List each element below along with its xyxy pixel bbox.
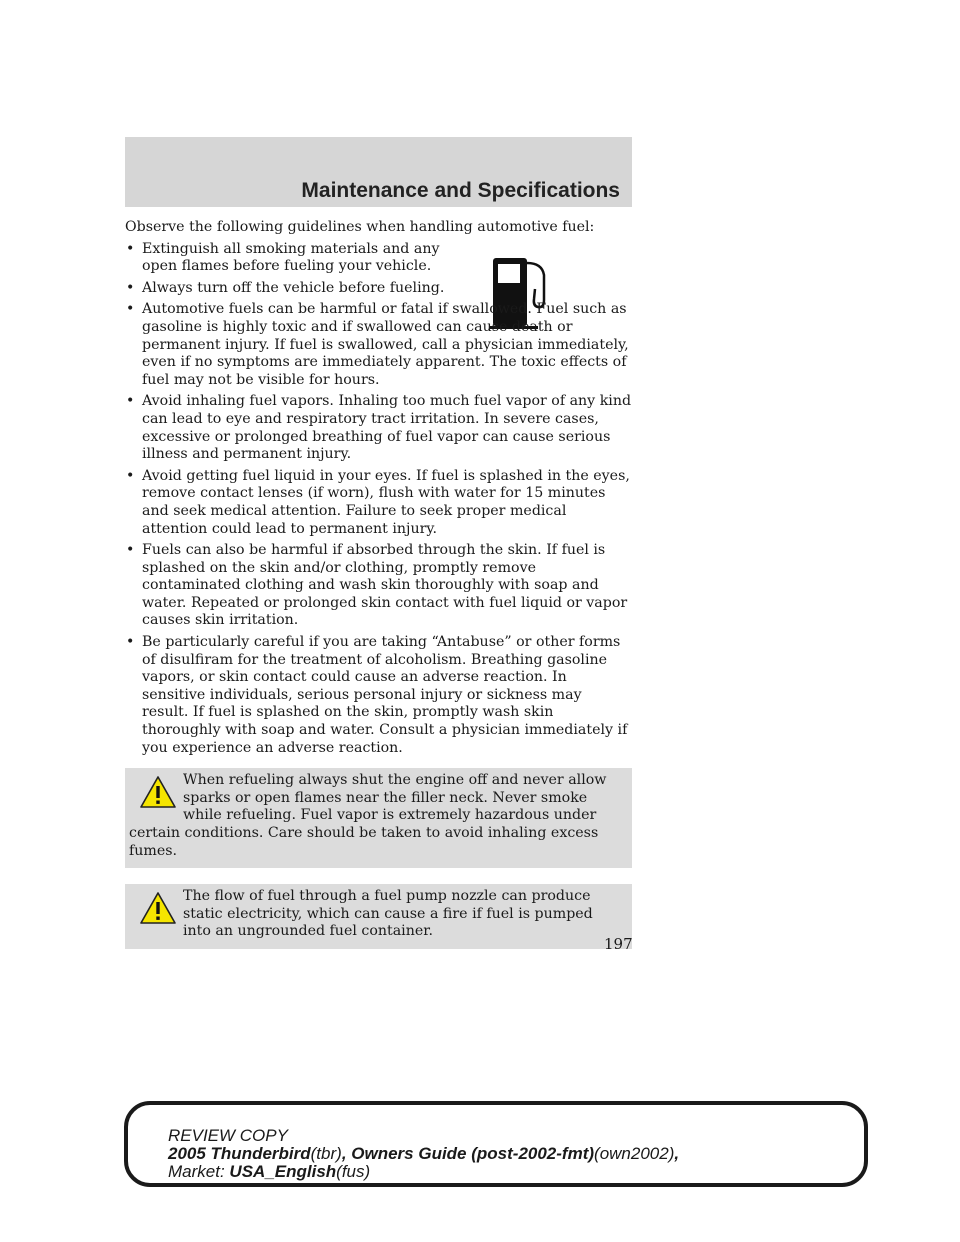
list-item-text: Avoid getting fuel liquid in your eyes. If fuel is splashed in the eyes, remove contact lenses (if worn), flush with water for 15 minutes and seek medical attention. Failure to seek proper medical attention could lead to permanent injury. bbox=[142, 467, 630, 537]
warning-text: The flow of fuel through a fuel pump nozzle can produce static electricity, which can cause a fire if fuel is pumped into an ungrounded fuel container. bbox=[183, 888, 593, 940]
list-item-text: Automotive fuels can be harmful or fatal if swallowed. Fuel such as gasoline is highly toxic and if swallowed can cause death or permanent injury. If fuel is swallowed, call a physician immediately, even if no symptoms are immediately apparent. The toxic effects of fuel may not be visible for hours. bbox=[142, 301, 629, 388]
list-item-text: Be particularly careful if you are taking “Antabuse” or other forms of disulfiram for the treatment of alcoholism. Breathing gasoline vapors, or skin contact could cause an adverse reaction. In sensitive individuals, serious personal injury or sickness may result. If fuel is splashed on the skin, promptly wash skin thoroughly with soap and water. Consult a physician immediately if you experience an adverse reaction. bbox=[142, 634, 628, 756]
list-item-text: Avoid inhaling fuel vapors. Inhaling too much fuel vapor of any kind can lead to eye and respiratory tract irritation. In severe cases, excessive or prolonged breathing of fuel vapor can cause serious illness and permanent injury. bbox=[142, 393, 632, 463]
review-copy-box bbox=[124, 1101, 868, 1187]
page-content bbox=[125, 219, 632, 949]
market-line: Market: USA_English(fus) bbox=[168, 1162, 371, 1181]
page-number: 197 bbox=[604, 935, 633, 953]
list-item-text: Always turn off the vehicle before fueling. bbox=[142, 279, 445, 296]
review-copy-label: REVIEW COPY bbox=[168, 1126, 288, 1145]
list-item bbox=[125, 468, 632, 538]
list-item bbox=[125, 634, 632, 757]
warning-triangle-icon bbox=[139, 775, 177, 809]
warning-text: When refueling always shut the engine off and never allow sparks or open flames near the filler neck. Never smoke while refueling. Fuel vapor is extremely hazardous under certain conditions. Care should be taken to avoid inhaling excess fumes. bbox=[129, 772, 607, 859]
section-title: Maintenance and Specifications bbox=[301, 179, 620, 202]
bullet-marker: • bbox=[126, 301, 135, 318]
warning-box bbox=[125, 768, 632, 868]
list-item bbox=[125, 280, 632, 298]
section-header-bar bbox=[125, 137, 632, 207]
list-item bbox=[125, 542, 632, 630]
fuel-guidelines-list bbox=[125, 241, 632, 758]
review-copy-text bbox=[168, 1127, 679, 1181]
list-item bbox=[125, 393, 632, 463]
bullet-marker: • bbox=[126, 279, 135, 296]
list-item-text: Fuels can also be harmful if absorbed through the skin. If fuel is splashed on the skin and/or clothing, promptly remove contaminated clothing and wash skin thoroughly with soap and water. Repeated or prolonged skin contact with fuel liquid or vapor causes skin irritation. bbox=[142, 542, 628, 629]
bullet-marker: • bbox=[126, 467, 135, 484]
bullet-marker: • bbox=[126, 240, 135, 257]
list-item bbox=[125, 241, 632, 276]
intro-text: Observe the following guidelines when handling automotive fuel: bbox=[125, 219, 595, 235]
bullet-marker: • bbox=[126, 393, 135, 410]
list-item bbox=[125, 301, 632, 389]
bullet-marker: • bbox=[126, 634, 135, 651]
list-item-text: Extinguish all smoking materials and any open flames before fueling your vehicle. bbox=[142, 240, 440, 275]
warning-triangle-icon bbox=[139, 891, 177, 925]
document-identifier: 2005 Thunderbird(tbr), Owners Guide (post-2002-fmt)(own2002), bbox=[168, 1144, 680, 1163]
bullet-marker: • bbox=[126, 542, 135, 559]
warning-box bbox=[125, 884, 632, 949]
